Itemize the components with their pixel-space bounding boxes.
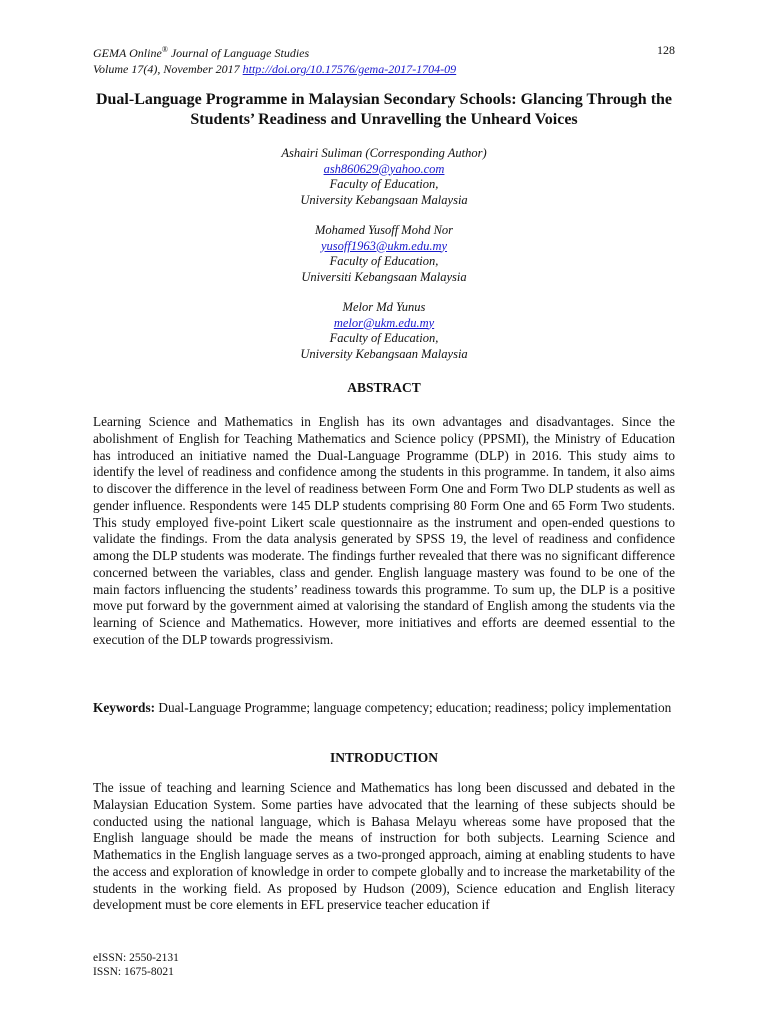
author-university: University Kebangsaan Malaysia xyxy=(300,346,468,361)
running-header xyxy=(93,42,675,77)
author-faculty: Faculty of Education, xyxy=(329,177,439,191)
paper-title: Dual-Language Programme in Malaysian Secondary Schools: Glancing Through the Students’ Readiness and Unravelling the Unheard Voices xyxy=(95,91,673,128)
footer xyxy=(93,951,179,979)
author-email-link[interactable]: ash860629@yahoo.com xyxy=(323,161,445,176)
page-number: 128 xyxy=(657,43,675,57)
author-entry xyxy=(93,223,675,285)
introduction-text: The issue of teaching and learning Science and Mathematics has long been discussed and debated in the Malaysian Education System. Some parties have advocated that the learning of these subjects should be conducted using the national language, which is Bahasa Melayu whereas some have proposed that the English language should be made the means of instruction for both subjects. Learning Science and Mathematics in the English language serves as a two-pronged approach, aiming at enabling students to have the access and exploration of knowledge in order to compete globally and to increase the marketability of the students in the working field. As proposed by Hudson (2009), Science education and English literacy development must be core elements in EFL preservice teacher education if xyxy=(93,780,675,913)
eissn: eISSN: 2550-2131 xyxy=(93,952,179,964)
author-university: Universiti Kebangsaan Malaysia xyxy=(301,269,467,284)
keywords xyxy=(93,700,675,717)
author-faculty: Faculty of Education, xyxy=(329,254,439,268)
introduction-heading: INTRODUCTION xyxy=(329,750,438,765)
author-entry xyxy=(93,300,675,362)
author-faculty: Faculty of Education, xyxy=(329,331,439,345)
keywords-label: Keywords: xyxy=(93,700,156,715)
volume-line xyxy=(93,61,675,77)
abstract-text: Learning Science and Mathematics in English has its own advantages and disadvantages. Since the abolishment of English for Teaching Mathematics and Science policy (PPSMI), the Ministry of Education has introduced an initiative named the Dual-Language Programme (DLP) in 2016. This study aims to identify the level of readiness and confidence among the students in this programme. In tandem, it also aims to discover the difference in the level of readiness between Form One and Form Two DLP students as well as gender influence. Respondents were 145 DLP students comprising 80 Form One and 65 Form Two students. This study employed five-point Likert scale questionnaire as the instrument and open-ended questions to validate the findings. From the data analysis generated by SPSS 19, the level of readiness and confidence among the DLP students was moderate. The findings further revealed that there was no significant difference concerned between the variables, class and gender. English language mastery was found to be one of the main factors influencing the students’ readiness towards this programme. To sum up, the DLP is a positive move put forward by the government aimed at valorising the standard of English among the students via the learning of Science and Mathematics. However, more initiatives and efforts are deemed essential to the execution of the DLP towards progressivism. xyxy=(93,414,675,647)
volume-info: Volume 17(4), November 2017 xyxy=(93,62,243,76)
keywords-text: Dual-Language Programme; language competency; education; readiness; policy implementation xyxy=(155,700,672,715)
author-university: University Kebangsaan Malaysia xyxy=(300,192,468,207)
doi-link[interactable]: http://doi.org/10.17576/gema-2017-1704-09 xyxy=(242,62,457,76)
author-email-link[interactable]: yusoff1963@ukm.edu.my xyxy=(320,238,448,253)
journal-name: GEMA Online® Journal of Language Studies xyxy=(93,45,310,60)
author-block xyxy=(93,146,675,377)
author-name: Ashairi Suliman (Corresponding Author) xyxy=(281,146,487,160)
author-name: Mohamed Yusoff Mohd Nor xyxy=(314,223,454,237)
issn: ISSN: 1675-8021 xyxy=(93,966,174,978)
abstract-heading: ABSTRACT xyxy=(347,380,421,395)
author-entry xyxy=(93,146,675,208)
author-name: Melor Md Yunus xyxy=(342,300,426,314)
author-email-link[interactable]: melor@ukm.edu.my xyxy=(333,315,435,330)
